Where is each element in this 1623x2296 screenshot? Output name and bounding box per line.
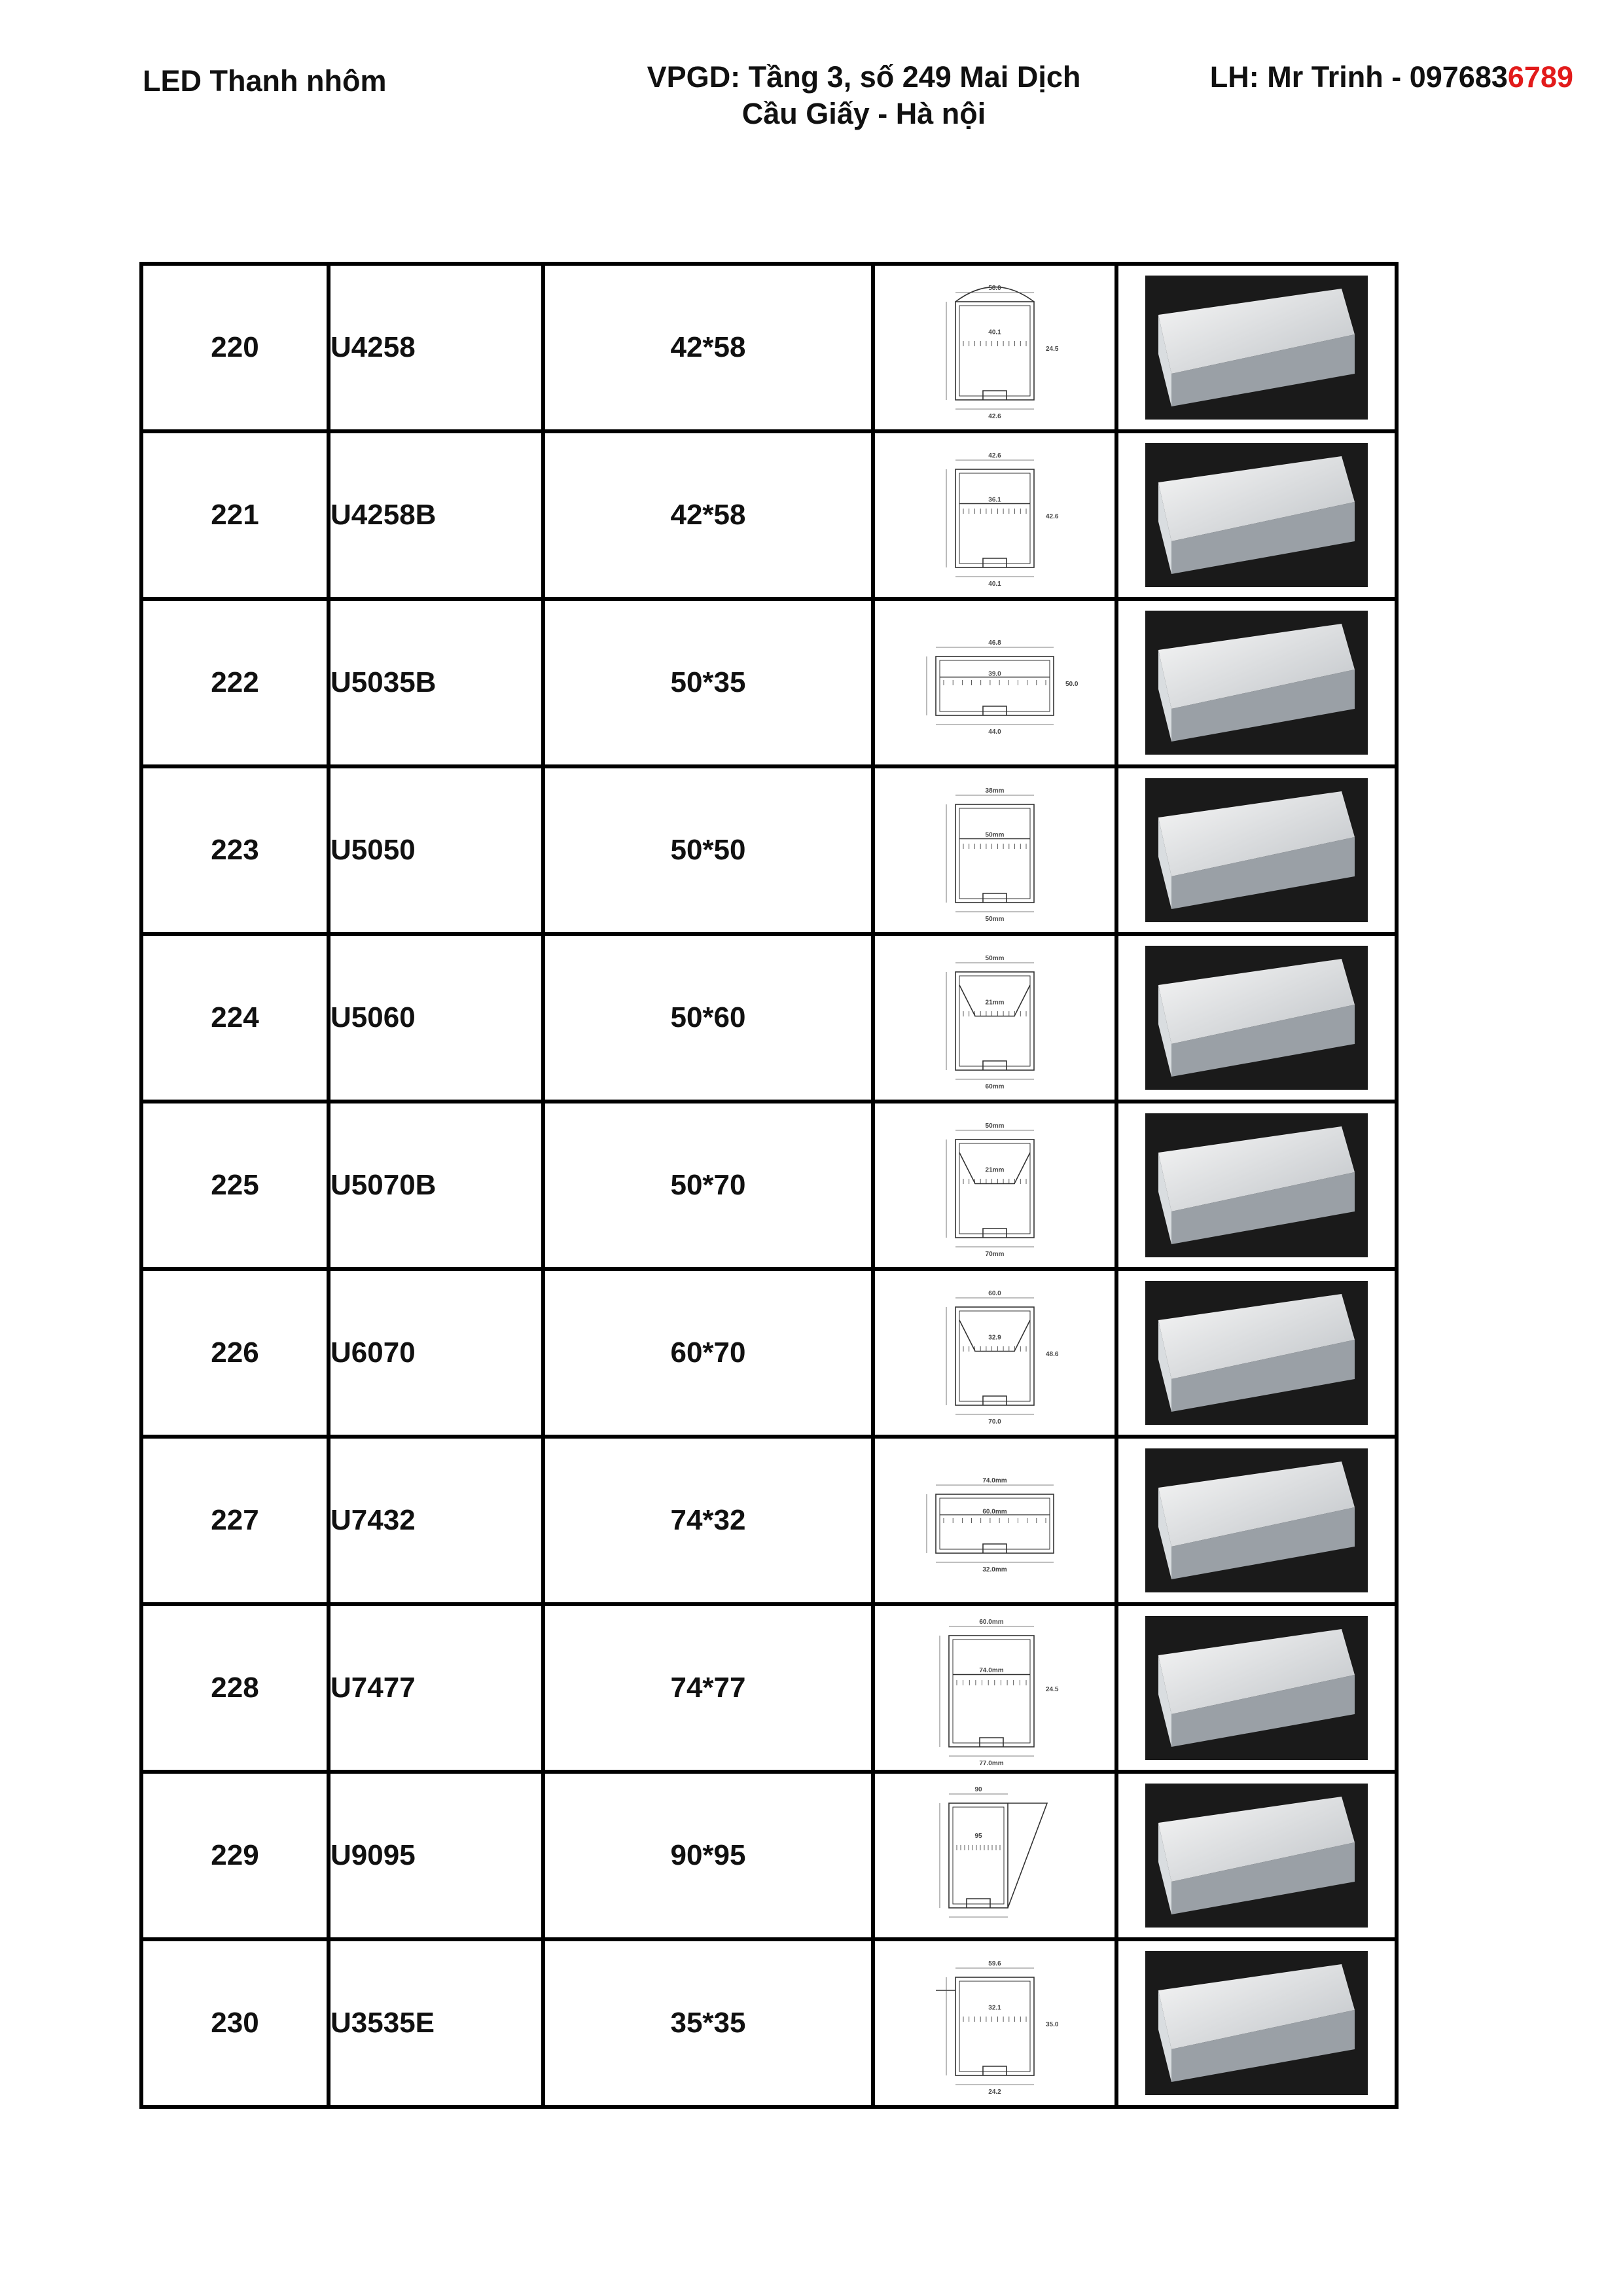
dimension-label: 32.0mm — [982, 1566, 1007, 1573]
product-size: 50*60 — [543, 934, 873, 1102]
dimension-label: 24.2 — [988, 2089, 1001, 2096]
product-photo-cell — [1116, 934, 1397, 1102]
product-code: U5050 — [329, 766, 543, 934]
dimension-label: 60mm — [985, 1083, 1005, 1090]
dimension-label: 59.6 — [988, 1960, 1001, 1967]
product-photo-cell — [1116, 1772, 1397, 1939]
product-number: 224 — [141, 934, 329, 1102]
dimension-label: 74.0mm — [982, 1477, 1007, 1484]
dimension-label: 21mm — [985, 1166, 1005, 1174]
profile-drawing — [916, 946, 1073, 1090]
dimension-label: 58.0 — [988, 285, 1001, 292]
header-contact — [1210, 59, 1573, 96]
dimension-label: 70.0 — [988, 1418, 1001, 1426]
profile-drawing — [916, 1281, 1073, 1425]
product-number: 221 — [141, 431, 329, 599]
product-photo — [1145, 1448, 1368, 1592]
product-size: 74*77 — [543, 1604, 873, 1772]
product-number: 225 — [141, 1102, 329, 1269]
profile-drawing — [916, 276, 1073, 420]
product-row — [141, 599, 1397, 766]
product-row — [141, 934, 1397, 1102]
product-photo — [1145, 1616, 1368, 1760]
dimension-label: 60.0mm — [979, 1619, 1004, 1626]
product-number: 226 — [141, 1269, 329, 1437]
product-photo-cell — [1116, 1269, 1397, 1437]
product-table — [139, 262, 1399, 2109]
dimension-label: 60.0mm — [982, 1508, 1007, 1516]
product-photo — [1145, 1951, 1368, 2095]
contact-prefix: LH: Mr Trinh - 097683 — [1209, 60, 1508, 94]
dimension-label: 24.5 — [1046, 346, 1059, 353]
product-photo-cell — [1116, 1604, 1397, 1772]
address-line-1: VPGD: Tầng 3, số 249 Mai Dịch — [647, 60, 1081, 94]
dimension-label: 38mm — [985, 787, 1005, 795]
product-code: U3535E — [329, 1939, 543, 2107]
profile-drawing-cell — [873, 599, 1116, 766]
product-size: 42*58 — [543, 431, 873, 599]
product-photo — [1145, 611, 1368, 755]
dimension-label: 40.1 — [988, 329, 1001, 336]
product-photo-cell — [1116, 766, 1397, 934]
product-code: U5035B — [329, 599, 543, 766]
profile-drawing-cell — [873, 1437, 1116, 1604]
dimension-label: 50mm — [985, 916, 1005, 923]
product-code: U4258B — [329, 431, 543, 599]
dimension-label: 74.0mm — [979, 1667, 1004, 1675]
dimension-label: 42.6 — [1046, 513, 1059, 520]
product-code: U7477 — [329, 1604, 543, 1772]
dimension-label: 50mm — [985, 1122, 1005, 1130]
product-number: 227 — [141, 1437, 329, 1604]
product-row — [141, 264, 1397, 431]
dimension-label: 50mm — [985, 955, 1005, 962]
product-code: U9095 — [329, 1772, 543, 1939]
product-photo-cell — [1116, 1939, 1397, 2107]
product-row — [141, 1437, 1397, 1604]
product-row — [141, 431, 1397, 599]
product-number: 222 — [141, 599, 329, 766]
dimension-label: 42.6 — [988, 452, 1001, 459]
profile-drawing-cell — [873, 934, 1116, 1102]
profile-drawing — [916, 1784, 1073, 1928]
product-size: 90*95 — [543, 1772, 873, 1939]
product-size: 50*50 — [543, 766, 873, 934]
product-photo — [1145, 443, 1368, 587]
dimension-label: 70mm — [985, 1251, 1005, 1258]
profile-drawing-cell — [873, 1102, 1116, 1269]
profile-drawing — [916, 1448, 1073, 1592]
product-size: 50*70 — [543, 1102, 873, 1269]
product-number: 220 — [141, 264, 329, 431]
dimension-label: 24.5 — [1046, 1686, 1059, 1693]
product-photo-cell — [1116, 1437, 1397, 1604]
header-company: LED Thanh nhôm — [143, 64, 387, 98]
product-photo — [1145, 1113, 1368, 1257]
dimension-label: 40.1 — [988, 581, 1001, 588]
product-size: 60*70 — [543, 1269, 873, 1437]
product-code: U7432 — [329, 1437, 543, 1604]
product-photo — [1145, 1281, 1368, 1425]
profile-drawing — [916, 1616, 1073, 1767]
product-row — [141, 1604, 1397, 1772]
dimension-label: 32.1 — [988, 2004, 1001, 2012]
product-size: 42*58 — [543, 264, 873, 431]
profile-drawing — [916, 443, 1073, 587]
dimension-label: 90 — [974, 1786, 982, 1793]
product-size: 74*32 — [543, 1437, 873, 1604]
profile-drawing-cell — [873, 1604, 1116, 1772]
product-photo-cell — [1116, 599, 1397, 766]
dimension-label: 32.9 — [988, 1334, 1001, 1342]
product-row — [141, 1772, 1397, 1939]
product-photo-cell — [1116, 431, 1397, 599]
profile-drawing — [916, 778, 1073, 922]
product-size: 50*35 — [543, 599, 873, 766]
profile-drawing — [916, 1113, 1073, 1257]
contact-phone-suffix: 6789 — [1507, 60, 1573, 94]
dimension-label: 39.0 — [988, 670, 1001, 678]
dimension-label: 42.6 — [988, 413, 1001, 420]
product-number: 230 — [141, 1939, 329, 2107]
dimension-label: 95 — [974, 1832, 982, 1840]
dimension-label: 60.0 — [988, 1290, 1001, 1297]
dimension-label: 21mm — [985, 999, 1005, 1007]
dimension-label: 36.1 — [988, 496, 1001, 504]
dimension-label: 44.0 — [988, 728, 1001, 736]
dimension-label: 46.8 — [988, 639, 1001, 647]
profile-drawing-cell — [873, 431, 1116, 599]
product-row — [141, 1939, 1397, 2107]
product-photo-cell — [1116, 1102, 1397, 1269]
dimension-label: 48.6 — [1046, 1351, 1059, 1358]
product-photo — [1145, 1784, 1368, 1928]
profile-drawing — [916, 611, 1079, 755]
dimension-label: 50mm — [985, 831, 1005, 839]
product-row — [141, 766, 1397, 934]
profile-drawing-cell — [873, 1939, 1116, 2107]
product-photo — [1145, 778, 1368, 922]
product-photo — [1145, 276, 1368, 420]
product-number: 223 — [141, 766, 329, 934]
profile-drawing — [916, 1951, 1073, 2095]
address-line-2: Cầu Giấy - Hà nội — [741, 97, 986, 130]
product-number: 228 — [141, 1604, 329, 1772]
product-code: U5070B — [329, 1102, 543, 1269]
profile-drawing-cell — [873, 264, 1116, 431]
profile-drawing-cell — [873, 1269, 1116, 1437]
product-row — [141, 1269, 1397, 1437]
product-code: U6070 — [329, 1269, 543, 1437]
product-number: 229 — [141, 1772, 329, 1939]
product-size: 35*35 — [543, 1939, 873, 2107]
dimension-label: 77.0mm — [979, 1760, 1004, 1767]
header-address — [589, 59, 1139, 132]
product-code: U5060 — [329, 934, 543, 1102]
product-row — [141, 1102, 1397, 1269]
dimension-label: 50.0 — [1065, 681, 1079, 688]
product-photo — [1145, 946, 1368, 1090]
profile-drawing-cell — [873, 1772, 1116, 1939]
profile-drawing-cell — [873, 766, 1116, 934]
product-photo-cell — [1116, 264, 1397, 431]
product-code: U4258 — [329, 264, 543, 431]
dimension-label: 35.0 — [1046, 2021, 1059, 2028]
